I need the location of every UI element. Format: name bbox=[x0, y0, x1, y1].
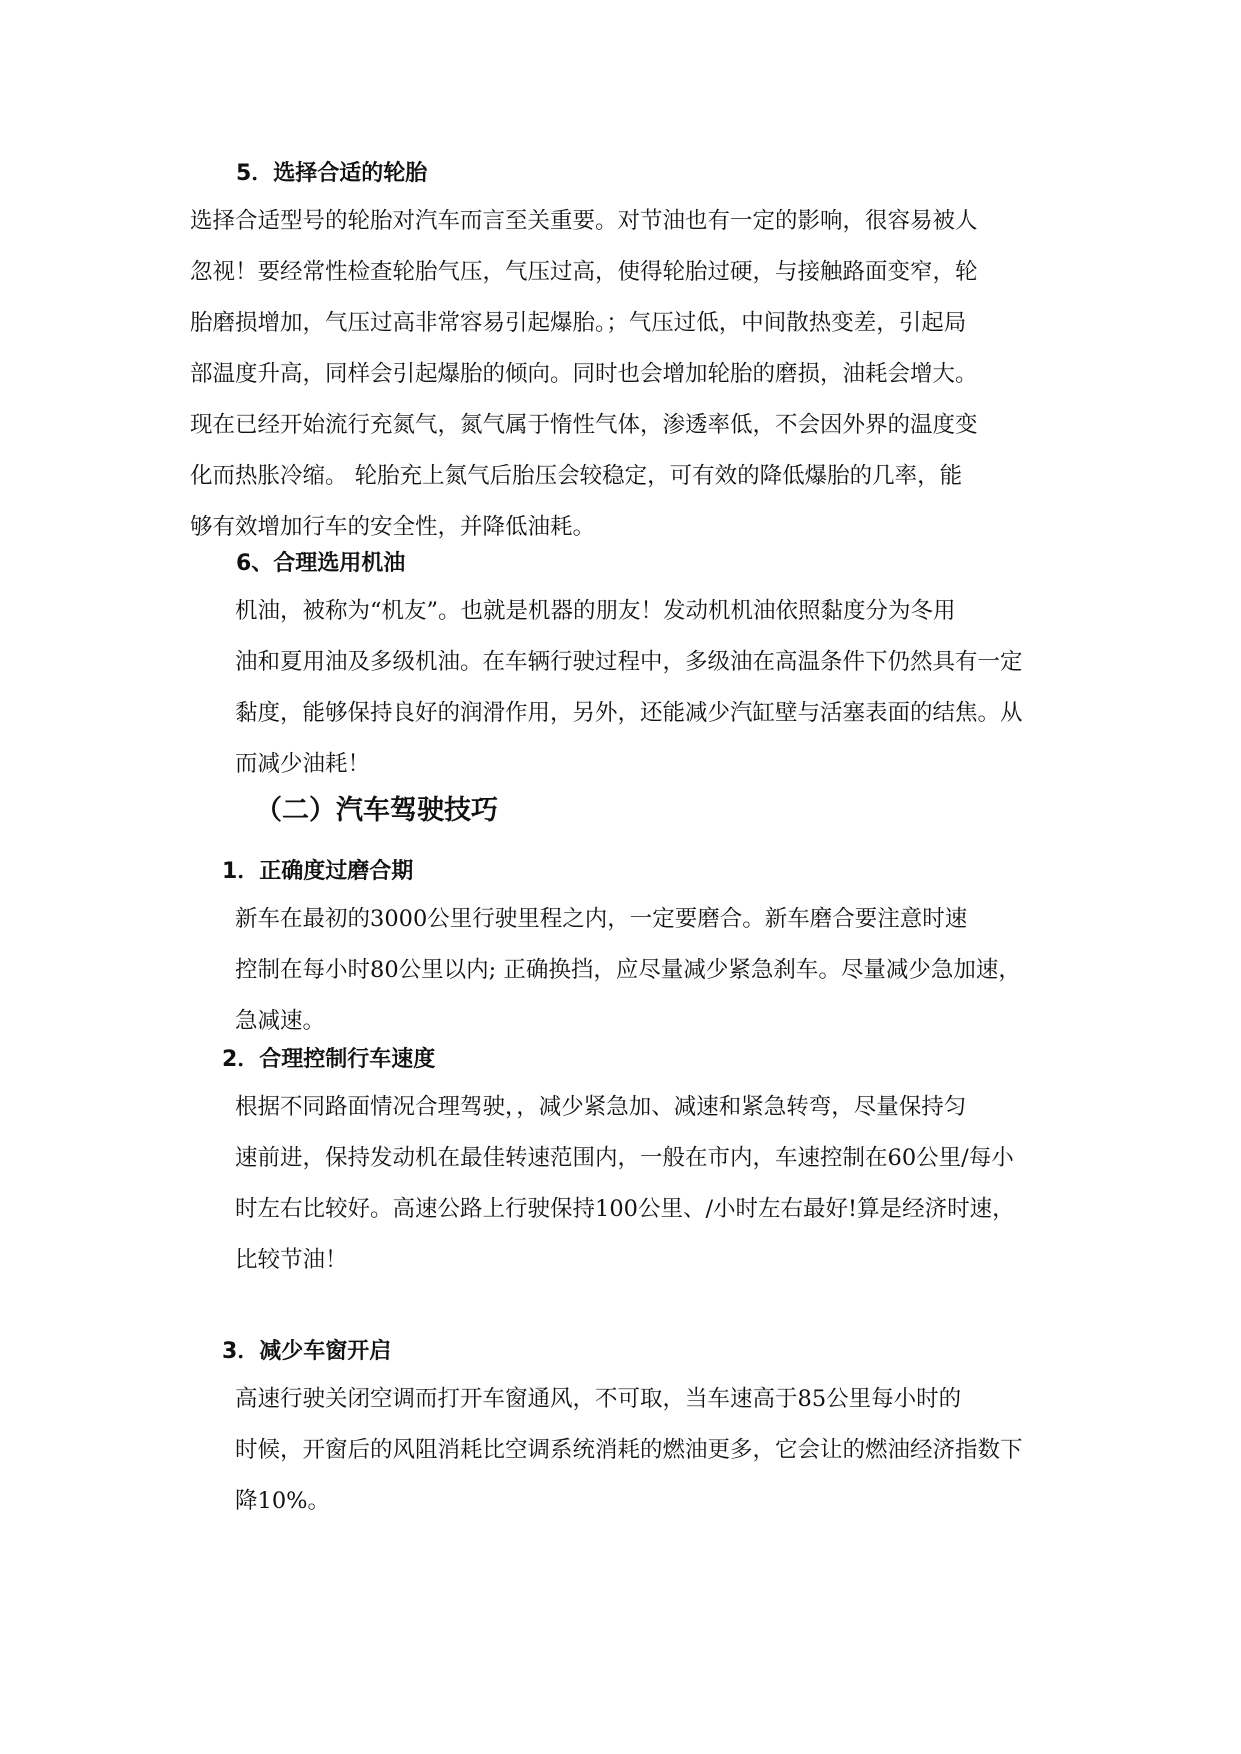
text-line: 而减少油耗！ bbox=[235, 751, 371, 777]
section-title-driving-skills: （二）汽车驾驶技巧 bbox=[255, 795, 498, 826]
text-line: 高速行驶关闭空调而打开车窗通风，不可取，当车速高于85公里每小时的 bbox=[235, 1386, 962, 1412]
heading-break-in: 1．正确度过磨合期 bbox=[222, 859, 414, 884]
text-line: 现在已经开始流行充氮气，氮气属于惰性气体，渗透率低，不会因外界的温度变 bbox=[190, 412, 978, 438]
paragraph-windows bbox=[190, 1374, 1052, 1527]
heading-engine-oil: 6、合理选用机油 bbox=[236, 551, 406, 576]
text-line: 部温度升高，同样会引起爆胎的倾向。同时也会增加轮胎的磨损，油耗会增大。 bbox=[190, 361, 978, 387]
paragraph-engine-oil bbox=[190, 586, 1052, 790]
heading-select-tires: 5．选择合适的轮胎 bbox=[236, 161, 428, 186]
text-line: 时左右比较好。高速公路上行驶保持100公里、/小时左右最好!算是经济时速， bbox=[235, 1196, 1015, 1222]
text-line: 时候，开窗后的风阻消耗比空调系统消耗的燃油更多，它会让的燃油经济指数下 bbox=[235, 1437, 1023, 1463]
text-line: 够有效增加行车的安全性，并降低油耗。 bbox=[190, 514, 596, 540]
text-line: 机油，被称为“机友”。也就是机器的朋友！发动机机油依照黏度分为冬用 bbox=[235, 598, 956, 624]
text-line: 选择合适型号的轮胎对汽车而言至关重要。对节油也有一定的影响，很容易被人 bbox=[190, 208, 978, 234]
text-line: 比较节油！ bbox=[235, 1247, 348, 1273]
text-line: 忽视！要经常性检查轮胎气压，气压过高，使得轮胎过硬，与接触路面变窄，轮 bbox=[190, 259, 978, 285]
text-line: 根据不同路面情况合理驾驶，，减少紧急加、减速和紧急转弯，尽量保持匀 bbox=[235, 1094, 967, 1120]
text-line: 新车在最初的3000公里行驶里程之内，一定要磨合。新车磨合要注意时速 bbox=[235, 906, 968, 932]
paragraph-speed-control bbox=[190, 1082, 1052, 1286]
text-line: 降10%。 bbox=[235, 1488, 331, 1514]
text-line: 胎磨损增加，气压过高非常容易引起爆胎。；气压过低，中间散热变差，引起局 bbox=[190, 310, 967, 336]
text-line: 控制在每小时80公里以内; 正确换挡，应尽量减少紧急刹车。尽量减少急加速， bbox=[235, 957, 1021, 983]
text-line: 油和夏用油及多级机油。在车辆行驶过程中，多级油在高温条件下仍然具有一定 bbox=[235, 649, 1023, 675]
text-line: 速前进，保持发动机在最佳转速范围内，一般在市内，车速控制在60公里/每小 bbox=[235, 1145, 1014, 1171]
text-line: 化而热胀冷缩。 轮胎充上氮气后胎压会较稳定，可有效的降低爆胎的几率，能 bbox=[190, 463, 963, 489]
paragraph-select-tires bbox=[190, 196, 1052, 553]
heading-speed-control: 2．合理控制行车速度 bbox=[222, 1047, 436, 1072]
text-line: 急减速。 bbox=[235, 1008, 326, 1034]
heading-windows: 3．减少车窗开启 bbox=[222, 1339, 392, 1364]
text-line: 黏度，能够保持良好的润滑作用，另外，还能减少汽缸壁与活塞表面的结焦。从 bbox=[235, 700, 1023, 726]
paragraph-break-in bbox=[190, 894, 1052, 1047]
